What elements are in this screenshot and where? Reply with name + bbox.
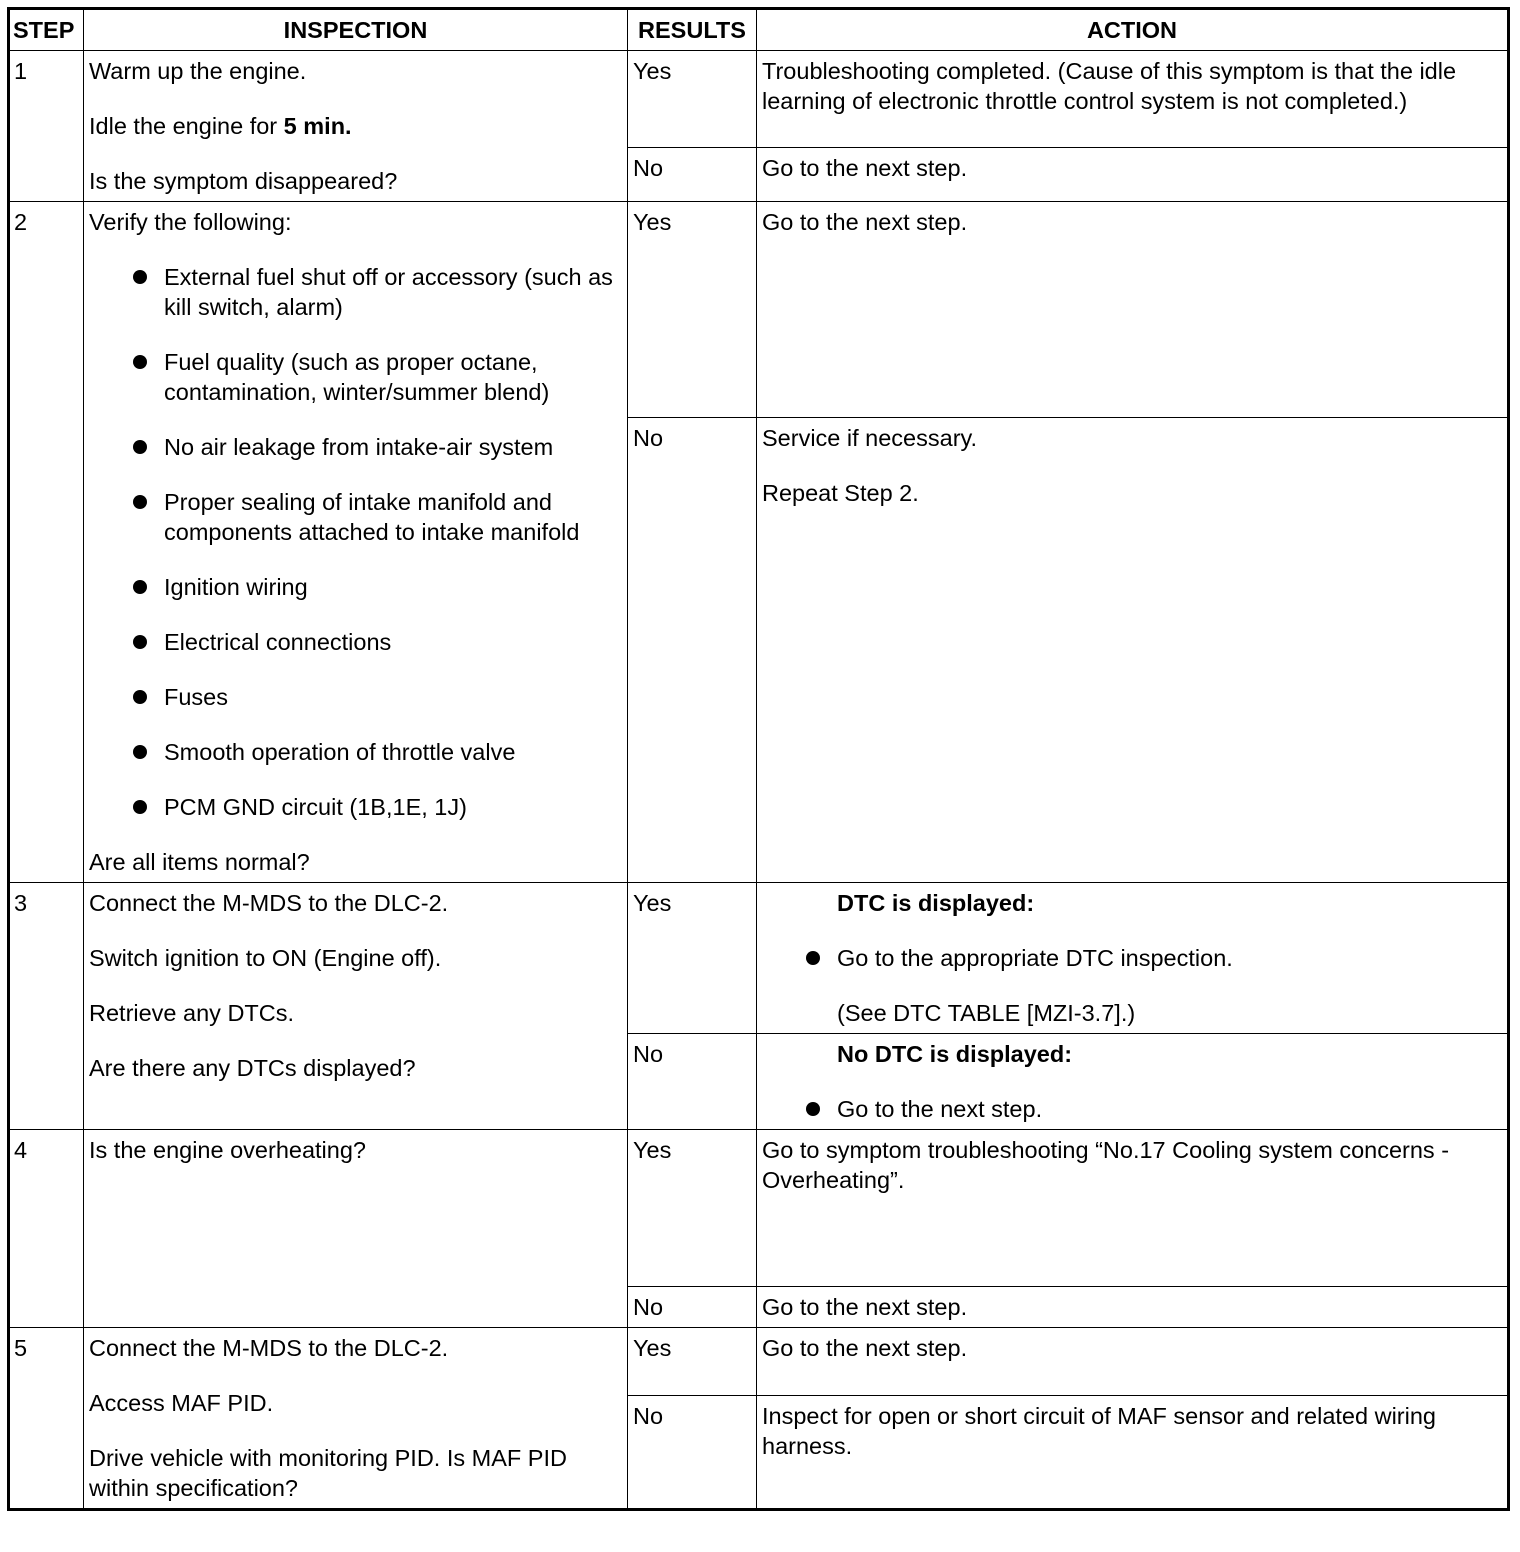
step-2-action-yes: Go to the next step. [757, 202, 1509, 418]
inspection-question: Is the symptom disappeared? [89, 168, 398, 194]
inspection-line: Connect the M-MDS to the DLC-2. [89, 1335, 449, 1361]
verify-list [89, 262, 622, 822]
list-item: Ignition wiring [89, 572, 622, 602]
action-bullet: Go to the appropriate DTC inspection. [837, 943, 1502, 973]
inspection-intro: Verify the following: [89, 209, 292, 235]
action-reference: (See DTC TABLE [MZI-3.7].) [837, 1000, 1136, 1026]
inspection-line: Access MAF PID. [89, 1390, 274, 1416]
inspection-line: Warm up the engine. [89, 58, 307, 84]
inspection-text: Idle the engine for [89, 113, 284, 139]
step-5-result-yes: Yes [628, 1328, 757, 1396]
step-1-result-yes: Yes [628, 51, 757, 148]
inspection-line: Retrieve any DTCs. [89, 1000, 295, 1026]
step-2-action-no [757, 418, 1509, 883]
header-row [9, 9, 1509, 51]
list-item: External fuel shut off or accessory (such as kill switch, alarm) [89, 262, 622, 322]
step-3-yes-row [9, 883, 1509, 1034]
action-line: Service if necessary. [762, 425, 978, 451]
header-inspection: INSPECTION [84, 9, 628, 51]
step-1-yes-row [9, 51, 1509, 148]
step-5-result-no: No [628, 1396, 757, 1510]
step-2-result-yes: Yes [628, 202, 757, 418]
inspection-line [89, 111, 622, 141]
list-item: No air leakage from intake-air system [89, 432, 622, 462]
step-1-number: 1 [9, 51, 84, 202]
step-2-number: 2 [9, 202, 84, 883]
step-4-action-no: Go to the next step. [757, 1287, 1509, 1328]
step-2-yes-row [9, 202, 1509, 418]
action-bullet: Go to the next step. [837, 1094, 1502, 1124]
list-item: Proper sealing of intake manifold and components attached to intake manifold [89, 487, 622, 547]
step-3-result-no: No [628, 1034, 757, 1130]
step-5-inspection [84, 1328, 628, 1510]
header-action: ACTION [757, 9, 1509, 51]
step-2-inspection [84, 202, 628, 883]
step-4-yes-row [9, 1130, 1509, 1287]
inspection-question: Are there any DTCs displayed? [89, 1055, 416, 1081]
inspection-line: Switch ignition to ON (Engine off). [89, 945, 442, 971]
step-1-action-no: Go to the next step. [757, 148, 1509, 202]
step-5-action-no: Inspect for open or short circuit of MAF sensor and related wiring harness. [757, 1396, 1509, 1510]
inspection-line: Connect the M-MDS to the DLC-2. [89, 890, 449, 916]
action-block [762, 1039, 1502, 1124]
duration-value: 5 min. [283, 113, 352, 139]
step-4-inspection [84, 1130, 628, 1328]
troubleshooting-table [7, 7, 1510, 1511]
step-4-result-no: No [628, 1287, 757, 1328]
inspection-question: Drive vehicle with monitoring PID. Is MAF PID within specification? [89, 1445, 567, 1501]
step-5-number: 5 [9, 1328, 84, 1510]
step-3-inspection [84, 883, 628, 1130]
list-item: Electrical connections [89, 627, 622, 657]
step-1-inspection [84, 51, 628, 202]
header-results: RESULTS [628, 9, 757, 51]
step-1-result-no: No [628, 148, 757, 202]
step-4-result-yes: Yes [628, 1130, 757, 1287]
inspection-question: Is the engine overheating? [89, 1137, 366, 1163]
step-3-action-no [757, 1034, 1509, 1130]
list-item: PCM GND circuit (1B,1E, 1J) [89, 792, 622, 822]
step-5-action-yes: Go to the next step. [757, 1328, 1509, 1396]
step-3-result-yes: Yes [628, 883, 757, 1034]
action-block [762, 888, 1502, 1028]
step-3-action-yes [757, 883, 1509, 1034]
header-step: STEP [9, 9, 84, 51]
action-line: Repeat Step 2. [762, 480, 919, 506]
list-item: Fuses [89, 682, 622, 712]
step-3-number: 3 [9, 883, 84, 1130]
action-heading: No DTC is displayed: [837, 1041, 1073, 1067]
list-item: Fuel quality (such as proper octane, contamination, winter/summer blend) [89, 347, 622, 407]
step-2-result-no: No [628, 418, 757, 883]
step-1-action-yes: Troubleshooting completed. (Cause of this symptom is that the idle learning of electronic throttle control system is not completed.) [757, 51, 1509, 148]
list-item: Smooth operation of throttle valve [89, 737, 622, 767]
step-5-yes-row [9, 1328, 1509, 1396]
inspection-question: Are all items normal? [89, 849, 310, 875]
action-heading: DTC is displayed: [837, 890, 1035, 916]
step-4-number: 4 [9, 1130, 84, 1328]
step-4-action-yes: Go to symptom troubleshooting “No.17 Cooling system concerns - Overheating”. [757, 1130, 1509, 1287]
